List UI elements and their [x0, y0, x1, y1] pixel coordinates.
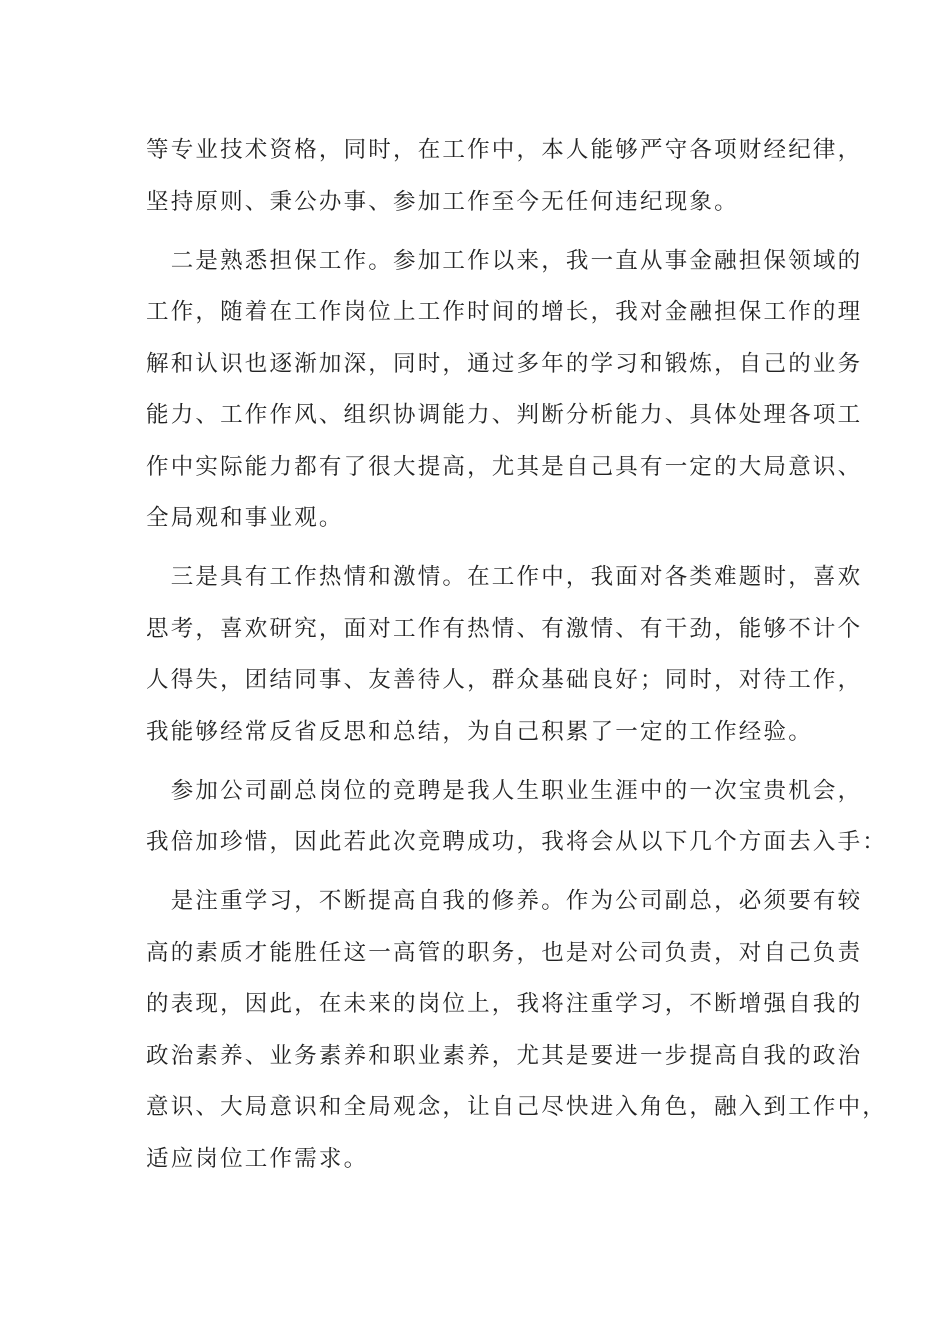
text-line: 三是具有工作热情和激情。在工作中，我面对各类难题时，喜欢: [146, 564, 863, 590]
text-line: 能力、工作作风、组织协调能力、判断分析能力、具体处理各项工: [146, 402, 863, 428]
text-line: 人得失，团结同事、友善待人，群众基础良好；同时，对待工作，: [146, 667, 863, 693]
document-body: [146, 125, 888, 1185]
text-line: 的表现，因此，在未来的岗位上，我将注重学习，不断增强自我的: [146, 991, 863, 1017]
text-line: 是注重学习，不断提高自我的修养。作为公司副总，必须要有较: [146, 888, 863, 914]
paragraph-competition: [146, 766, 888, 869]
text-line: 意识、大局意识和全局观念，让自己尽快进入角色，融入到工作中，: [146, 1094, 888, 1120]
text-line: 我能够经常反省反思和总结，为自己积累了一定的工作经验。: [146, 718, 813, 745]
paragraph-guarantee-work: [146, 236, 863, 545]
text-line: 思考，喜欢研究，面对工作有热情、有激情、有干劲，能够不计个: [146, 615, 863, 642]
text-line: 解和认识也逐渐加深，同时，通过多年的学习和锻炼，自己的业务: [146, 350, 863, 377]
text-line: 等专业技术资格，同时，在工作中，本人能够严守各项财经纪律，: [146, 137, 863, 163]
text-line: 全局观和事业观。: [146, 505, 344, 531]
text-line: 参加公司副总岗位的竞聘是我人生职业生涯中的一次宝贵机会，: [146, 777, 863, 804]
text-line: 我倍加珍惜，因此若此次竞聘成功，我将会从以下几个方面去入手：: [146, 829, 888, 855]
paragraph-learning: [146, 876, 888, 1185]
text-line: 高的素质才能胜任这一高管的职务，也是对公司负责，对自己负责: [146, 939, 863, 966]
text-line: 工作，随着在工作岗位上工作时间的增长，我对金融担保工作的理: [146, 299, 863, 325]
paragraph-enthusiasm: [146, 552, 863, 758]
text-line: 适应岗位工作需求。: [146, 1145, 369, 1172]
text-line: 二是熟悉担保工作。参加工作以来，我一直从事金融担保领域的: [146, 247, 863, 274]
text-line: 作中实际能力都有了很大提高，尤其是自己具有一定的大局意识、: [146, 453, 863, 480]
paragraph-qualifications: [146, 125, 863, 228]
text-line: 政治素养、业务素养和职业素养，尤其是要进一步提高自我的政治: [146, 1042, 863, 1069]
text-line: 坚持原则、秉公办事、参加工作至今无任何违纪现象。: [146, 188, 739, 215]
